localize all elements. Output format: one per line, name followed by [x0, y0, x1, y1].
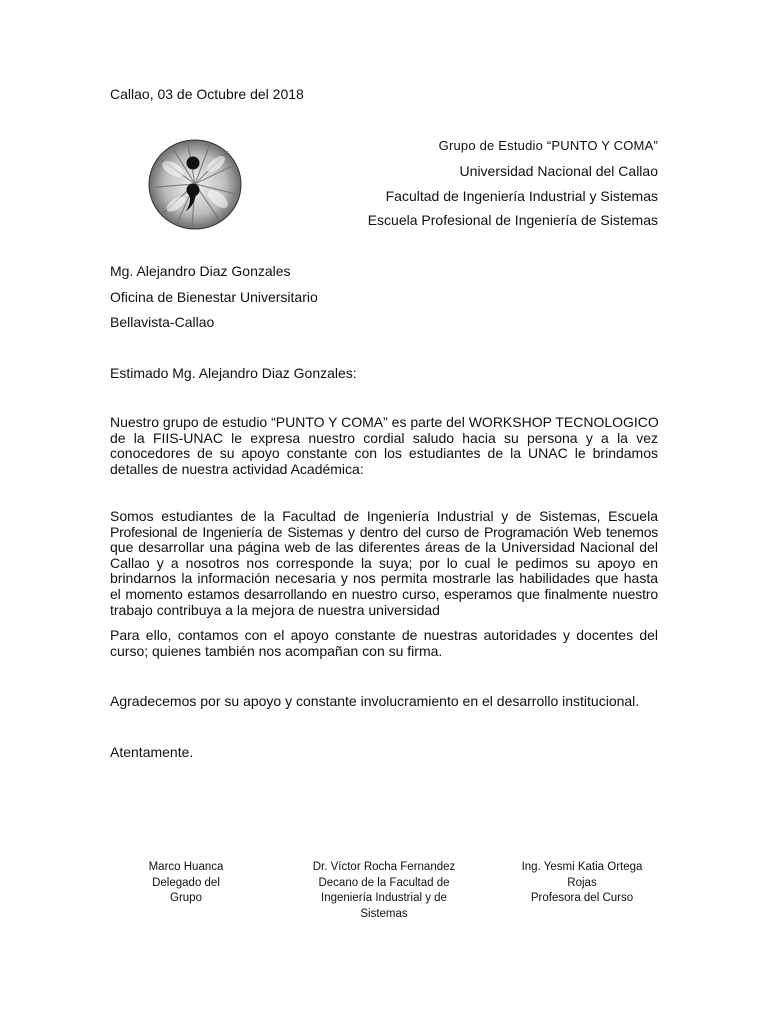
- signature-block-professor: [497, 860, 667, 907]
- sender-faculty: Facultad de Ingeniería Industrial y Sistemas: [385, 188, 658, 204]
- paragraph-line: trabajo contribuya a la mejora de nuestra universidad: [110, 601, 440, 618]
- semicolon-logo-icon: [148, 139, 242, 230]
- salutation: Estimado Mg. Alejandro Diaz Gonzales:: [110, 365, 357, 381]
- signature-block-dean: [299, 860, 469, 922]
- paragraph-line: el momento estamos desarrollando en nuestro curso, esperamos que finalmente nuestro: [110, 585, 658, 602]
- signature-name: Marco Huanca: [148, 861, 224, 873]
- signature-title: Sistemas: [360, 907, 408, 920]
- signature-name: Dr. Víctor Rocha Fernandez: [312, 861, 456, 873]
- recipient-office: Oficina de Bienestar Universitario: [110, 289, 318, 305]
- signature-name: Ing. Yesmi Katia Ortega: [521, 861, 643, 873]
- paragraph-line: Callao y a nosotros nos corresponde la suya; por lo cual le pedimos su apoyo en: [110, 554, 658, 571]
- sender-university: Universidad Nacional del Callao: [459, 163, 658, 179]
- paragraph-line: Para ello, contamos con el apoyo constante de nuestras autoridades y docentes del: [110, 627, 658, 643]
- signature-title: Grupo: [170, 892, 202, 905]
- paragraph-thanks: Agradecemos por su apoyo y constante involucramiento en el desarrollo institucional.: [110, 693, 640, 709]
- paragraph-line: Somos estudiantes de la Facultad de Ingeniería Industrial y de Sistemas, Escuela: [110, 508, 658, 524]
- paragraph-intro: [110, 415, 658, 477]
- signature-block-delegate: [101, 860, 271, 907]
- sender-group: Grupo de Estudio “PUNTO Y COMA”: [438, 138, 658, 153]
- paragraph-body: [110, 509, 658, 618]
- paragraph-line: de la FIIS-UNAC le expresa nuestro cordial saludo hacia su persona y a la vez: [110, 429, 658, 446]
- paragraph-support: [110, 628, 658, 659]
- paragraph-line: detalles de nuestra actividad Académica:: [110, 460, 364, 477]
- paragraph-line: conocedores de su apoyo constante con los estudiantes de la UNAC le brindamos: [110, 445, 658, 462]
- paragraph-line: Nuestro grupo de estudio “PUNTO Y COMA” es parte del WORKSHOP TECNOLOGICO: [110, 414, 659, 430]
- paragraph-line: curso; quienes también nos acompañan con su firma.: [110, 642, 443, 659]
- place-date: Callao, 03 de Octubre del 2018: [110, 86, 304, 102]
- paragraph-line: que desarrollar una página web de las diferentes áreas de la Universidad Nacional del: [110, 539, 658, 556]
- paragraph-line: Profesional de Ingeniería de Sistemas y dentro del curso de Programación Web tenemos: [110, 523, 658, 540]
- signature-name: Rojas: [567, 876, 597, 889]
- signature-title: Delegado del: [152, 876, 220, 889]
- recipient-name: Mg. Alejandro Diaz Gonzales: [110, 263, 291, 279]
- paragraph-line: brindarnos la información necesaria y nos permita mostrarle las habilidades que hasta: [110, 570, 658, 587]
- recipient-location: Bellavista-Callao: [110, 314, 215, 330]
- signature-title: Ingeniería Industrial y de: [321, 892, 447, 905]
- signature-title: Decano de la Facultad de: [318, 876, 450, 889]
- closing: Atentamente.: [110, 744, 194, 760]
- sender-school: Escuela Profesional de Ingeniería de Sistemas: [367, 212, 658, 228]
- signature-title: Profesora del Curso: [530, 892, 634, 905]
